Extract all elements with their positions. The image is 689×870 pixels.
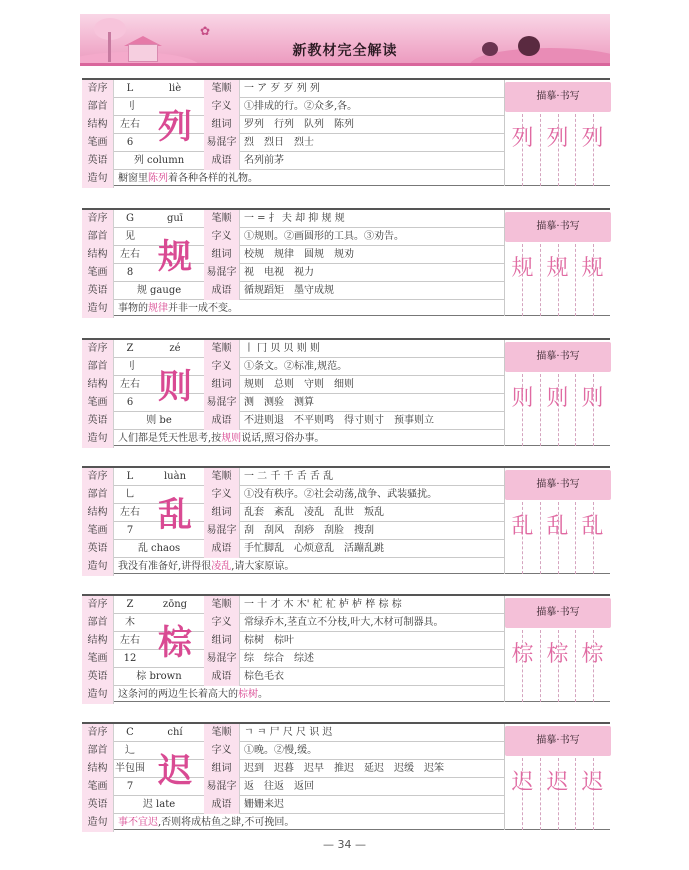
word-list: 罗列 行列 队列 陈列 <box>244 119 354 130</box>
field-label: 组词 <box>204 246 240 264</box>
field-label: 易混字 <box>204 650 240 668</box>
trace-character: 迟 <box>511 770 534 795</box>
field-label: 部首 <box>82 358 114 376</box>
initial-letter: L <box>126 471 134 482</box>
field-label: 音序 <box>82 80 114 98</box>
copy-title: 描摹·书写 <box>505 342 611 372</box>
practice-grid <box>505 114 611 186</box>
meaning: ①没有秩序。②社会动荡,战争、武装骚扰。 <box>244 489 438 500</box>
field-label: 成语 <box>204 282 240 300</box>
field-label: 成语 <box>204 540 240 558</box>
meaning: ①规则。②画圆形的工具。③劝告。 <box>244 231 404 242</box>
character-card <box>82 208 610 316</box>
field-label: 笔画 <box>82 394 114 412</box>
english-word: 棕 brown <box>136 671 182 682</box>
copy-practice-area <box>504 596 610 702</box>
idiom: 名列前茅 <box>244 155 284 166</box>
field-label: 字义 <box>204 614 240 632</box>
initial-letter: G <box>126 213 134 224</box>
pinyin: guī <box>166 213 184 224</box>
copy-practice-area <box>504 210 610 316</box>
word-list: 规则 总则 守则 细则 <box>244 379 354 390</box>
word-list: 校规 规律 圆规 规劝 <box>244 249 354 260</box>
stroke-order: 一 ア 歹 歹 列 列 <box>244 83 320 94</box>
copy-practice-area <box>504 724 610 830</box>
trace-character: 规 <box>546 256 569 281</box>
field-label: 结构 <box>82 246 114 264</box>
trace-character: 乱 <box>511 514 534 539</box>
field-label: 组词 <box>204 376 240 394</box>
idiom: 循规蹈矩 墨守成规 <box>244 285 334 296</box>
practice-grid <box>505 502 611 574</box>
field-label: 笔顺 <box>204 724 240 742</box>
example-sentence: 事物的规律并非一成不变。 <box>118 303 238 314</box>
idiom: 棕色毛衣 <box>244 671 284 682</box>
stroke-count: 8 <box>126 267 134 278</box>
copy-title: 描摹·书写 <box>505 470 611 500</box>
field-label: 英语 <box>82 668 114 686</box>
stroke-order: ㄱ ㅋ 尸 尺 尺 识 迟 <box>244 727 333 738</box>
example-sentence: 这条河的两边生长着高大的棕树。 <box>118 689 268 700</box>
trace-character: 则 <box>511 386 534 411</box>
field-label: 字义 <box>204 742 240 760</box>
structure: 半包围 <box>115 763 145 774</box>
confusable-words: 测 测验 测算 <box>244 397 314 408</box>
field-label: 字义 <box>204 228 240 246</box>
confusable-words: 返 往返 返回 <box>244 781 314 792</box>
trace-character: 则 <box>581 386 604 411</box>
field-label: 笔顺 <box>204 340 240 358</box>
field-label: 易混字 <box>204 778 240 796</box>
practice-grid <box>505 244 611 316</box>
pinyin: liè <box>168 83 182 94</box>
confusable-words: 刮 刮风 刮痧 刮脸 搜刮 <box>244 525 374 536</box>
field-label: 造句 <box>82 300 114 318</box>
english-word: 迟 late <box>142 799 176 810</box>
page-number: — 34 — <box>323 838 366 851</box>
initial-letter: L <box>126 83 134 94</box>
trace-character: 迟 <box>546 770 569 795</box>
field-label: 造句 <box>82 430 114 448</box>
sentence-highlight: 规则 <box>221 433 242 444</box>
stroke-order: 一 十 才 木 木' 杧 杧 栌 栌 椊 棕 棕 <box>244 599 402 610</box>
field-label: 组词 <box>204 116 240 134</box>
stroke-count: 6 <box>126 397 134 408</box>
english-word: 乱 chaos <box>137 543 181 554</box>
copy-title: 描摹·书写 <box>505 598 611 628</box>
confusable-words: 综 综合 综述 <box>244 653 314 664</box>
field-label: 部首 <box>82 614 114 632</box>
trace-character: 乱 <box>546 514 569 539</box>
field-label: 易混字 <box>204 264 240 282</box>
stroke-order: 丨 冂 贝 贝 则 则 <box>244 343 320 354</box>
field-label: 音序 <box>82 724 114 742</box>
trace-character: 迟 <box>581 770 604 795</box>
pinyin: luàn <box>163 471 187 482</box>
radical: 木 <box>125 617 135 628</box>
character-card <box>82 466 610 574</box>
field-label: 组词 <box>204 632 240 650</box>
flower-icon: ✿ <box>200 24 211 38</box>
structure: 左右 <box>120 379 140 390</box>
radical: 辶 <box>125 745 135 756</box>
idiom: 不进则退 不平则鸣 得寸则寸 预事则立 <box>244 415 434 426</box>
sentence-highlight: 凌乱 <box>211 561 232 572</box>
field-label: 成语 <box>204 152 240 170</box>
field-label: 音序 <box>82 596 114 614</box>
character-card <box>82 78 610 186</box>
stroke-count: 6 <box>126 137 134 148</box>
field-label: 笔画 <box>82 134 114 152</box>
stroke-count: 7 <box>126 525 134 536</box>
pinyin: chí <box>167 727 183 738</box>
field-label: 字义 <box>204 358 240 376</box>
field-label: 结构 <box>82 632 114 650</box>
trace-character: 规 <box>581 256 604 281</box>
structure: 左右 <box>120 119 140 130</box>
trace-character: 列 <box>581 126 604 151</box>
character-card <box>82 722 610 830</box>
radical: 见 <box>125 231 135 242</box>
trace-character: 棕 <box>546 642 569 667</box>
field-label: 音序 <box>82 210 114 228</box>
copy-title: 描摹·书写 <box>505 726 611 756</box>
meaning: ①排成的行。②众多,各。 <box>244 101 358 112</box>
trace-character: 棕 <box>511 642 534 667</box>
field-label: 结构 <box>82 504 114 522</box>
confusable-words: 视 电视 视力 <box>244 267 314 278</box>
sentence-highlight: 陈列 <box>148 173 168 184</box>
trace-character: 列 <box>511 126 534 151</box>
stroke-count: 12 <box>123 653 137 664</box>
english-word: 则 be <box>146 415 172 426</box>
idiom: 姗姗来迟 <box>244 799 284 810</box>
stroke-order: 一 二 千 千 舌 舌 乱 <box>244 471 334 482</box>
sentence-highlight: 事不宜迟 <box>118 817 158 828</box>
word-list: 迟到 迟暮 迟早 推迟 延迟 迟缓 迟笨 <box>244 763 444 774</box>
field-label: 组词 <box>204 504 240 522</box>
character-card <box>82 594 610 702</box>
field-label: 造句 <box>82 170 114 188</box>
field-label: 成语 <box>204 412 240 430</box>
structure: 左右 <box>120 635 140 646</box>
main-character: 棕 <box>158 623 192 663</box>
field-label: 英语 <box>82 540 114 558</box>
field-label: 造句 <box>82 814 114 832</box>
initial-letter: C <box>126 727 134 738</box>
sentence-highlight: 规律 <box>148 303 168 314</box>
copy-practice-area <box>504 468 610 574</box>
main-character: 乱 <box>158 495 192 535</box>
trace-character: 乱 <box>581 514 604 539</box>
example-sentence: 人们都是凭天性思考,按规则说话,照习俗办事。 <box>118 433 325 444</box>
field-label: 成语 <box>204 796 240 814</box>
field-label: 笔顺 <box>204 80 240 98</box>
field-label: 结构 <box>82 760 114 778</box>
example-sentence: 我没有准备好,讲得很凌乱,请大家原谅。 <box>118 561 295 572</box>
page-title: 新教材完全解读 <box>292 43 398 59</box>
radical: 刂 <box>125 361 135 372</box>
word-list: 棕树 棕叶 <box>244 635 294 646</box>
field-label: 易混字 <box>204 134 240 152</box>
idiom: 手忙脚乱 心烦意乱 活蹦乱跳 <box>244 543 384 554</box>
trace-character: 则 <box>546 386 569 411</box>
field-label: 字义 <box>204 486 240 504</box>
field-label: 易混字 <box>204 394 240 412</box>
main-character: 则 <box>158 367 192 407</box>
stroke-count: 7 <box>126 781 134 792</box>
radical: 乚 <box>125 489 135 500</box>
main-character: 列 <box>158 107 192 147</box>
practice-grid <box>505 758 611 830</box>
main-character: 规 <box>158 237 192 277</box>
field-label: 造句 <box>82 686 114 704</box>
copy-title: 描摹·书写 <box>505 82 611 112</box>
copy-title: 描摹·书写 <box>505 212 611 242</box>
meaning: 常绿乔木,茎直立不分枝,叶大,木材可制器具。 <box>244 617 444 628</box>
field-label: 笔画 <box>82 264 114 282</box>
field-label: 部首 <box>82 486 114 504</box>
structure: 左右 <box>120 507 140 518</box>
initial-letter: Z <box>126 343 134 354</box>
sentence-highlight: 棕树 <box>238 689 258 700</box>
field-label: 造句 <box>82 558 114 576</box>
field-label: 英语 <box>82 796 114 814</box>
header-banner <box>80 14 610 66</box>
field-label: 结构 <box>82 376 114 394</box>
field-label: 音序 <box>82 340 114 358</box>
field-label: 笔顺 <box>204 596 240 614</box>
english-word: 规 gauge <box>136 285 182 296</box>
meaning: ①条文。②标准,规范。 <box>244 361 348 372</box>
radical: 刂 <box>125 101 135 112</box>
example-sentence: 橱窗里陈列着各种各样的礼物。 <box>118 173 258 184</box>
field-label: 笔顺 <box>204 468 240 486</box>
meaning: ①晚。②慢,缓。 <box>244 745 318 756</box>
field-label: 英语 <box>82 412 114 430</box>
trace-character: 规 <box>511 256 534 281</box>
field-label: 部首 <box>82 98 114 116</box>
confusable-words: 烈 烈日 烈士 <box>244 137 314 148</box>
main-character: 迟 <box>158 751 192 791</box>
field-label: 部首 <box>82 742 114 760</box>
copy-practice-area <box>504 80 610 186</box>
pinyin: zōng <box>162 599 188 610</box>
practice-grid <box>505 630 611 702</box>
initial-letter: Z <box>126 599 134 610</box>
field-label: 音序 <box>82 468 114 486</box>
copy-practice-area <box>504 340 610 446</box>
field-label: 成语 <box>204 668 240 686</box>
trace-character: 棕 <box>581 642 604 667</box>
stroke-order: 一 = 扌 夫 却 抑 规 规 <box>244 213 345 224</box>
structure: 左右 <box>120 249 140 260</box>
field-label: 笔顺 <box>204 210 240 228</box>
field-label: 组词 <box>204 760 240 778</box>
character-card <box>82 338 610 446</box>
field-label: 易混字 <box>204 522 240 540</box>
pinyin: zé <box>169 343 181 354</box>
field-label: 英语 <box>82 152 114 170</box>
trace-character: 列 <box>546 126 569 151</box>
word-list: 乱套 紊乱 凌乱 乱世 叛乱 <box>244 507 384 518</box>
field-label: 笔画 <box>82 522 114 540</box>
field-label: 字义 <box>204 98 240 116</box>
english-word: 列 column <box>133 155 185 166</box>
field-label: 英语 <box>82 282 114 300</box>
field-label: 部首 <box>82 228 114 246</box>
field-label: 结构 <box>82 116 114 134</box>
practice-grid <box>505 374 611 446</box>
field-label: 笔画 <box>82 650 114 668</box>
example-sentence: 事不宜迟,否则将成枯鱼之肆,不可挽回。 <box>118 817 295 828</box>
field-label: 笔画 <box>82 778 114 796</box>
